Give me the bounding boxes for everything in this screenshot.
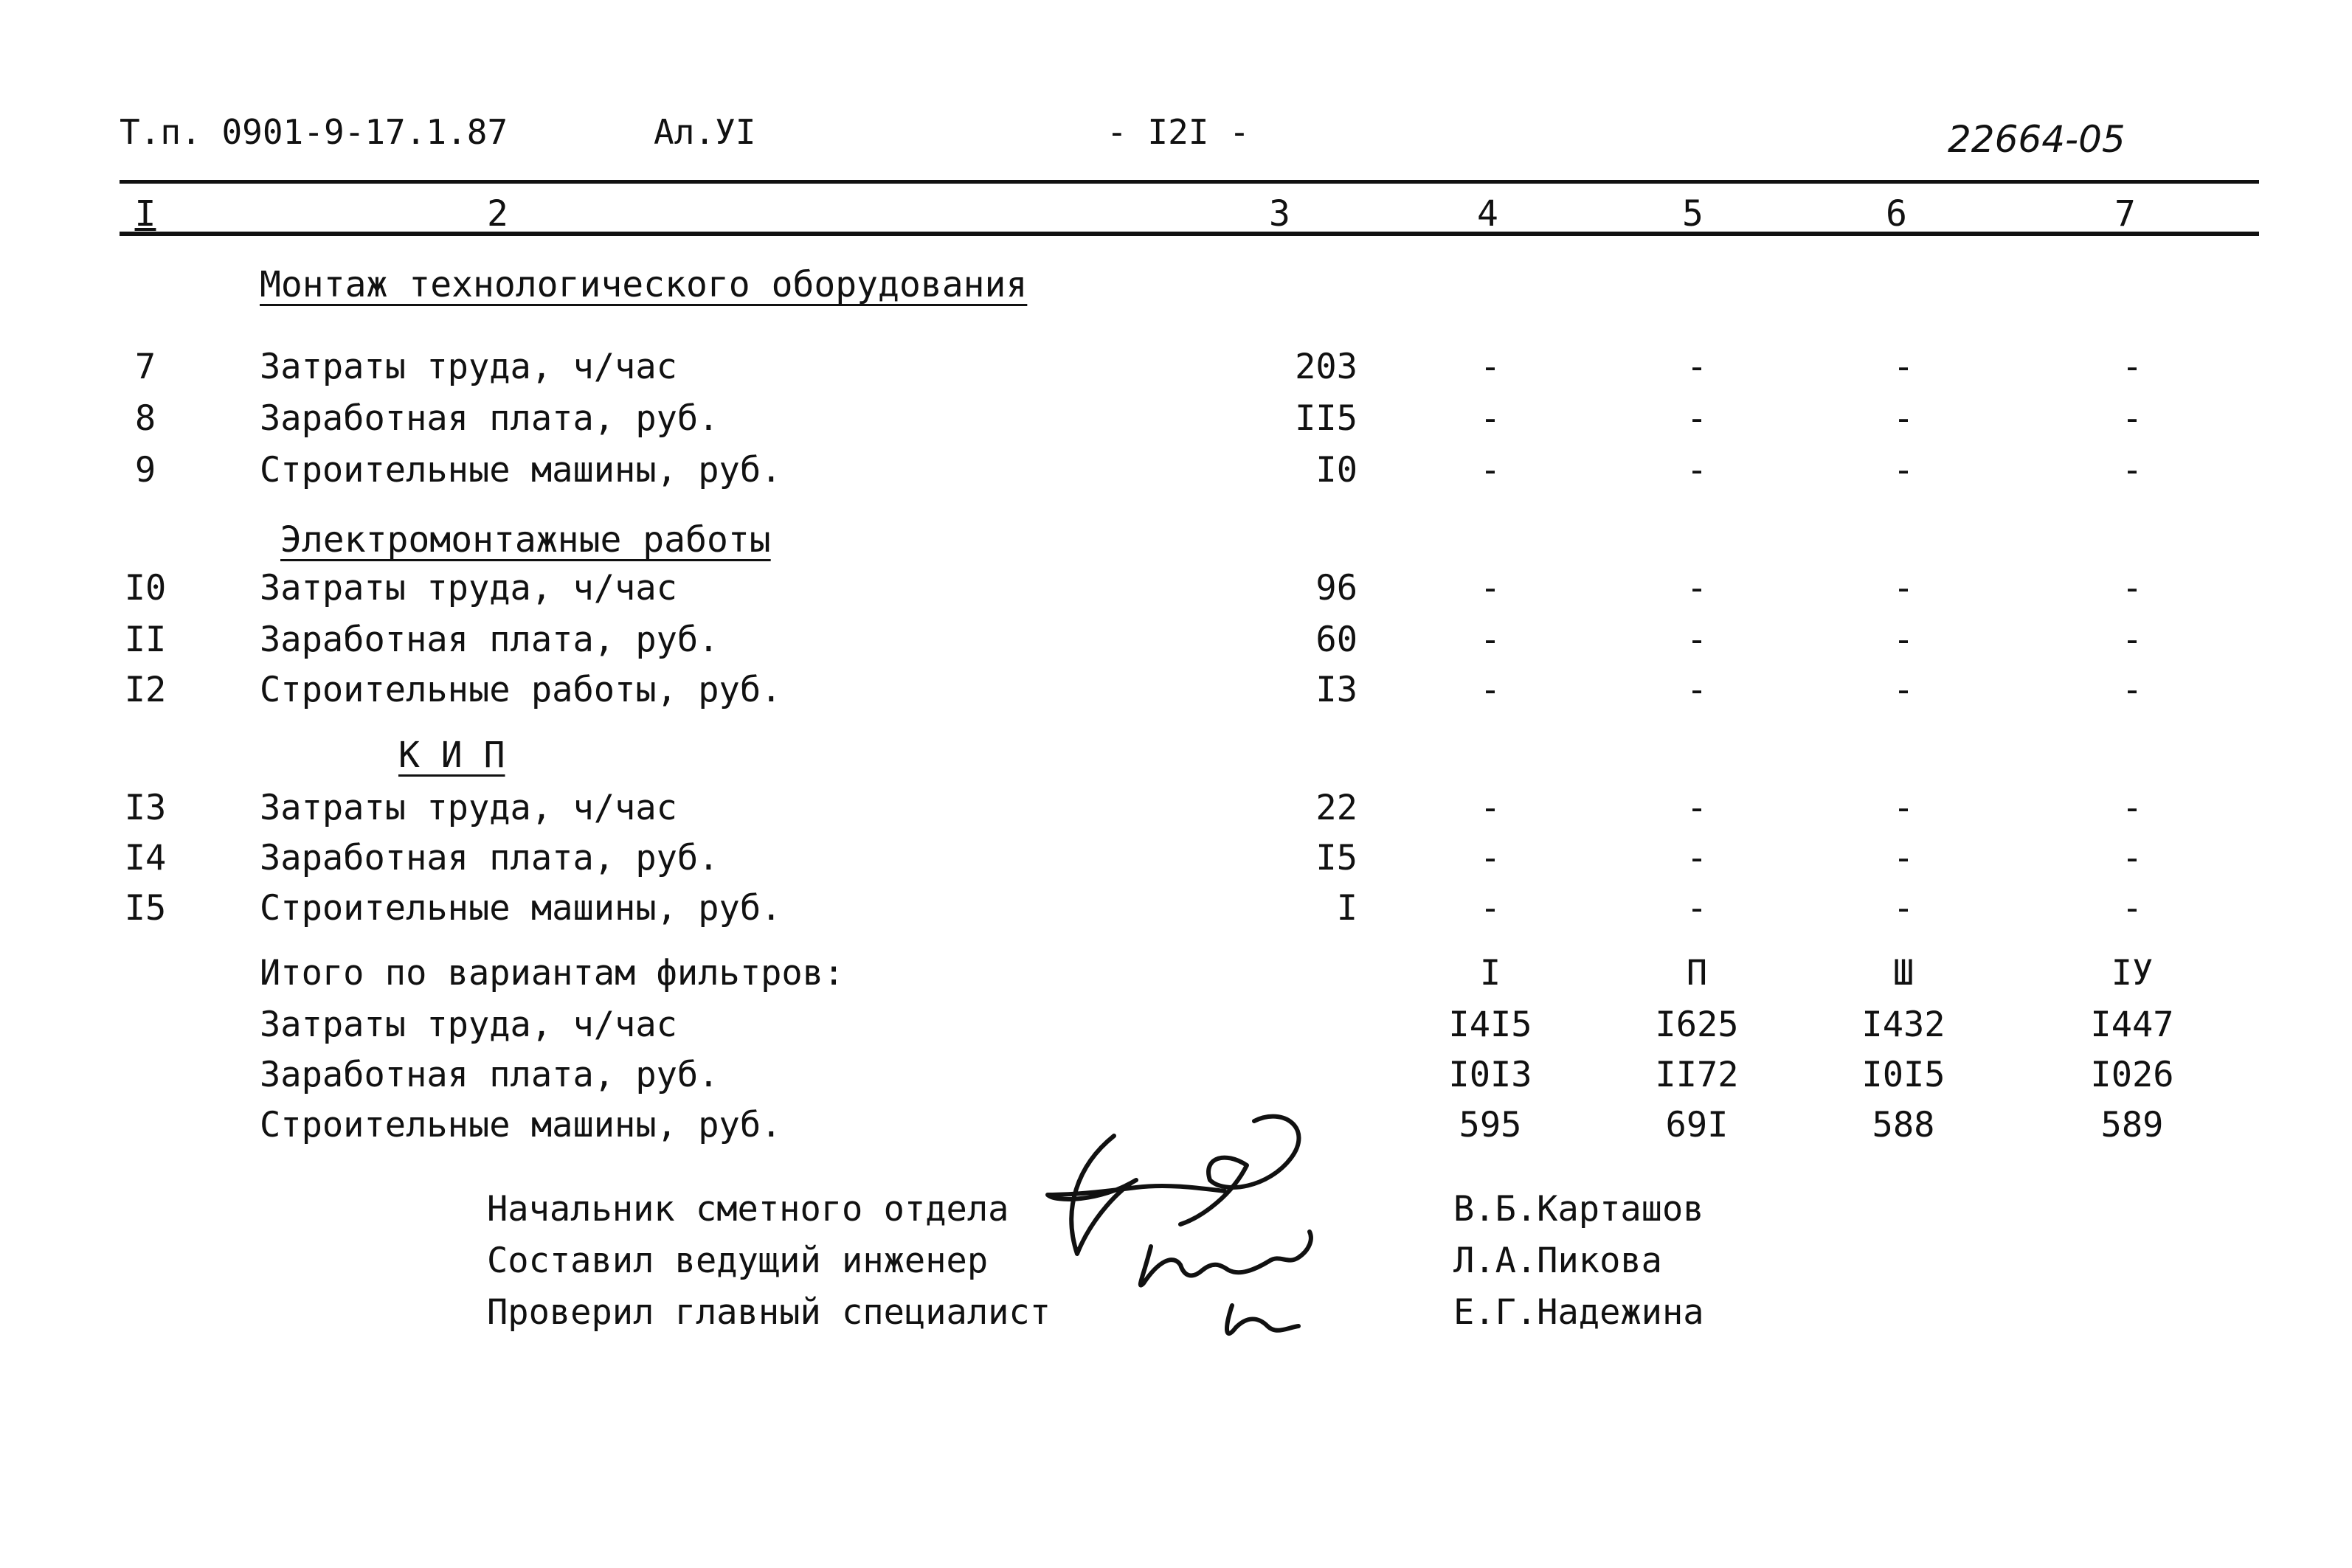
signature-role-3: Проверил главный специалист: [487, 1292, 1051, 1333]
row-label: Заработная плата, руб.: [260, 398, 719, 439]
column-number-6: 6: [1886, 193, 1907, 235]
column-number-4: 4: [1477, 193, 1498, 235]
variant-4-cell: -: [2121, 398, 2143, 439]
row-label: Строительные машины, руб.: [260, 888, 782, 929]
variant-1-cell: -: [1479, 838, 1501, 878]
row-number: I4: [124, 838, 167, 878]
table-row: [0, 670, 2352, 721]
row-value: 22: [1315, 788, 1357, 828]
variant-2-total: 69I: [1665, 1105, 1729, 1145]
inventory-number: 22664-05: [1948, 118, 2126, 161]
table-row: [0, 838, 2352, 889]
signature-stroke-1: [1048, 1136, 1225, 1254]
signature-stroke-4: [1227, 1305, 1298, 1333]
variant-1-cell: -: [1479, 888, 1501, 929]
variant-1-cell: -: [1479, 788, 1501, 828]
signatory-name-2: Л.А.Пикова: [1453, 1241, 1662, 1281]
variant-4-cell: -: [2121, 670, 2143, 710]
variant-2-cell: -: [1686, 838, 1708, 878]
variant-2-cell: -: [1686, 670, 1708, 710]
variant-3-cell: -: [1892, 398, 1915, 439]
variant-1-cell: -: [1479, 347, 1501, 387]
row-value: 203: [1295, 347, 1357, 387]
table-row: [0, 568, 2352, 620]
variant-2-cell: -: [1686, 620, 1708, 660]
row-number: 9: [134, 450, 156, 490]
variant-3-cell: -: [1892, 450, 1915, 490]
variant-2-cell: -: [1686, 450, 1708, 490]
variant-3-cell: -: [1892, 568, 1915, 608]
variant-3-cell: -: [1892, 838, 1915, 878]
variant-3-cell: -: [1892, 888, 1915, 929]
variant-2-cell: -: [1686, 347, 1708, 387]
signature-stroke-3: [1141, 1232, 1311, 1286]
totals-row: [0, 1055, 2352, 1106]
variant-4-cell: -: [2121, 788, 2143, 828]
variant-header-4: IУ: [2111, 953, 2154, 993]
album-number: Ал.УI: [654, 112, 756, 152]
row-label: Строительные работы, руб.: [260, 670, 782, 710]
row-label: Заработная плата, руб.: [260, 838, 719, 878]
variant-header-3: Ш: [1892, 953, 1915, 993]
totals-row: [0, 1005, 2352, 1056]
variant-1-cell: -: [1479, 398, 1501, 439]
variant-1-total: I0I3: [1448, 1055, 1532, 1095]
column-number-7: 7: [2114, 193, 2136, 235]
table-header-rule: [120, 232, 2259, 236]
signatory-name-3: Е.Г.Надежина: [1453, 1292, 1704, 1333]
table-row: [0, 620, 2352, 671]
variant-3-cell: -: [1892, 670, 1915, 710]
variant-4-cell: -: [2121, 620, 2143, 660]
variant-2-cell: -: [1686, 788, 1708, 828]
row-number: II: [124, 620, 167, 660]
variant-3-cell: -: [1892, 620, 1915, 660]
row-value: 96: [1315, 568, 1357, 608]
section-title-kip: К И П: [398, 735, 505, 776]
variant-4-cell: -: [2121, 568, 2143, 608]
row-label: Заработная плата, руб.: [260, 1055, 719, 1095]
section-title-electrical: Электромонтажные работы: [280, 519, 771, 561]
signature-role-1: Начальник сметного отдела: [487, 1189, 1009, 1229]
variant-1-total: I4I5: [1448, 1005, 1532, 1045]
table-row: [0, 450, 2352, 502]
table-row: [0, 347, 2352, 398]
row-number: I5: [124, 888, 167, 929]
column-number-3: 3: [1269, 193, 1290, 235]
variant-1-total: 595: [1459, 1105, 1522, 1145]
variant-header-1: I: [1479, 953, 1501, 993]
variant-3-total: 588: [1872, 1105, 1935, 1145]
row-label: Строительные машины, руб.: [260, 450, 782, 490]
variant-3-total: I0I5: [1861, 1055, 1945, 1095]
variant-4-cell: -: [2121, 450, 2143, 490]
variant-2-cell: -: [1686, 888, 1708, 929]
page-number: - I2I -: [1107, 112, 1250, 152]
variant-header-2: П: [1686, 953, 1708, 993]
variant-1-cell: -: [1479, 620, 1501, 660]
row-number: 7: [134, 347, 156, 387]
variant-3-cell: -: [1892, 347, 1915, 387]
row-number: I0: [124, 568, 167, 608]
section-title-mechanical: Монтаж технологического оборудования: [260, 264, 1028, 305]
variant-2-total: II72: [1655, 1055, 1739, 1095]
row-value: I0: [1315, 450, 1357, 490]
row-number: I3: [124, 788, 167, 828]
table-row: [0, 398, 2352, 450]
table-row: [0, 788, 2352, 839]
row-label: Заработная плата, руб.: [260, 620, 719, 660]
column-number-1: I: [134, 193, 156, 235]
handwritten-signatures-icon: [1033, 1106, 1372, 1357]
totals-heading: Итого по вариантам фильтров:: [260, 953, 845, 993]
row-label: Затраты труда, ч/час: [260, 788, 677, 828]
variant-1-cell: -: [1479, 670, 1501, 710]
row-value: 60: [1315, 620, 1357, 660]
variant-1-cell: -: [1479, 450, 1501, 490]
row-number: I2: [124, 670, 167, 710]
variant-1-cell: -: [1479, 568, 1501, 608]
column-number-2: 2: [487, 193, 508, 235]
row-value: I5: [1315, 838, 1357, 878]
row-value: I3: [1315, 670, 1357, 710]
variant-4-cell: -: [2121, 347, 2143, 387]
variant-4-cell: -: [2121, 838, 2143, 878]
document-code: Т.п. 0901-9-17.1.87: [120, 112, 508, 152]
table-row: [0, 888, 2352, 940]
row-value: I: [1336, 888, 1357, 929]
table-top-rule: [120, 180, 2259, 184]
variant-2-total: I625: [1655, 1005, 1739, 1045]
variant-2-cell: -: [1686, 568, 1708, 608]
row-label: Строительные машины, руб.: [260, 1105, 782, 1145]
row-value: II5: [1295, 398, 1357, 439]
signature-role-2: Составил ведущий инженер: [487, 1241, 989, 1281]
variant-3-cell: -: [1892, 788, 1915, 828]
row-label: Затраты труда, ч/час: [260, 568, 677, 608]
variant-4-cell: -: [2121, 888, 2143, 929]
variant-4-total: I026: [2090, 1055, 2174, 1095]
column-number-5: 5: [1682, 193, 1704, 235]
variant-4-total: I447: [2090, 1005, 2174, 1045]
totals-heading-row: [0, 953, 2352, 1005]
variant-4-total: 589: [2100, 1105, 2164, 1145]
row-label: Затраты труда, ч/час: [260, 347, 677, 387]
row-number: 8: [134, 398, 156, 439]
row-label: Затраты труда, ч/час: [260, 1005, 677, 1045]
variant-3-total: I432: [1861, 1005, 1945, 1045]
variant-2-cell: -: [1686, 398, 1708, 439]
signature-stroke-2: [1180, 1117, 1298, 1224]
signatory-name-1: В.Б.Карташов: [1453, 1189, 1704, 1229]
